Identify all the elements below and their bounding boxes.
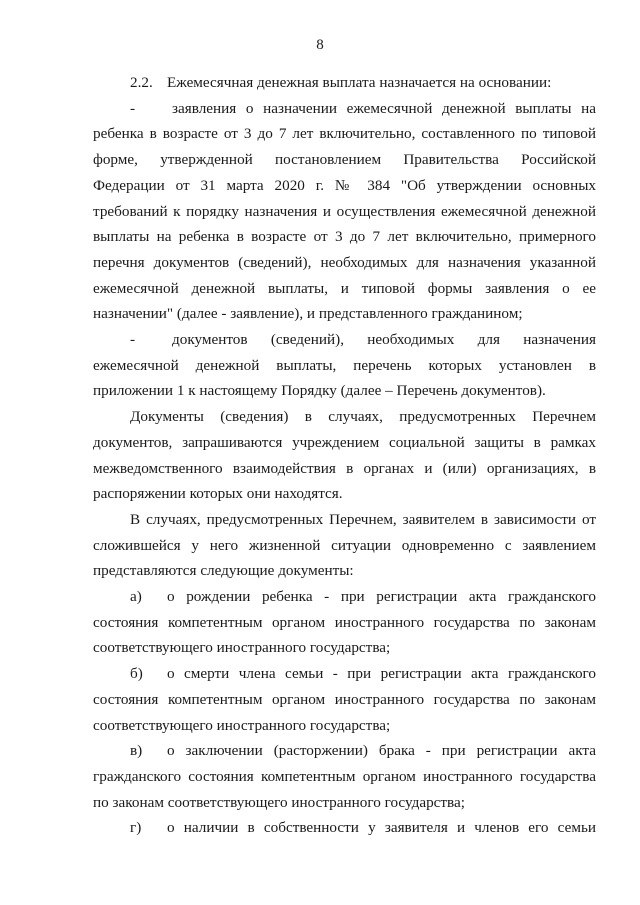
sub-item-text: о смерти члена семьи - при регистрации акта гражданского состояния компетентным органом иностранного государства по законам соответствующего иностранного государства; — [93, 665, 596, 734]
sub-item — [93, 815, 596, 841]
clause-text: Ежемесячная денежная выплата назначается на основании: — [167, 74, 552, 91]
paragraph: В случаях, предусмотренных Перечнем, заявителем в зависимости от сложившейся у него жизненной ситуации одновременно с заявлением представляются следующие документы: — [93, 510, 596, 580]
sub-item-text: о наличии в собственности у заявителя и членов его семьи — [167, 819, 596, 837]
sub-item — [93, 584, 596, 661]
clause-number: 2.2. — [130, 74, 153, 91]
paragraph: Документы (сведения) в случаях, предусмотренных Перечнем документов, запрашиваются учреждением социальной защиты в рамках межведомственного взаимодействия в органах и (или) организациях, в распоряжении которых они находятся. — [93, 408, 596, 503]
document-body — [93, 70, 596, 841]
sub-item-marker: б) — [130, 665, 143, 683]
sub-item-text: о заключении (расторжении) брака - при регистрации акта гражданского состояния компетентным органом иностранного государства по законам соответствующего иностранного государства; — [93, 742, 596, 811]
sub-item-marker: г) — [130, 819, 142, 837]
sub-item — [93, 738, 596, 815]
list-item — [93, 96, 596, 327]
clause-2-2 — [93, 70, 596, 96]
sub-item-marker: а) — [130, 588, 142, 606]
list-marker: - — [130, 99, 136, 117]
page-number: 8 — [316, 37, 324, 53]
sub-item-text: о рождении ребенка - при регистрации акта гражданского состояния компетентным органом иностранного государства по законам соответствующего иностранного государства; — [93, 588, 596, 657]
list-item-text: документов (сведений), необходимых для назначения ежемесячной денежной выплаты, перечень которых установлен в приложении 1 к настоящему Порядку (далее – Перечень документов). — [93, 331, 596, 400]
list-item-text: заявления о назначении ежемесячной денежной выплаты на ребенка в возрасте от 3 до 7 лет включительно, составленного по типовой форме, утвержденной постановлением Правительства Российской Федерации от 31 марта 2020 г. № 384 "Об утверждении основных требований к порядку назначения и осуществления ежемесячной денежной выплаты на ребенка в возрасте от 3 до 7 лет включительно, примерного перечня документов (сведений), необходимых для назначения указанной ежемесячной денежной выплаты, и типовой формы заявления о ее назначении" (далее - заявление), и представленного гражданином; — [93, 99, 596, 323]
list-marker: - — [130, 331, 136, 349]
sub-item — [93, 661, 596, 738]
list-item — [93, 327, 596, 404]
sub-item-marker: в) — [130, 742, 143, 760]
